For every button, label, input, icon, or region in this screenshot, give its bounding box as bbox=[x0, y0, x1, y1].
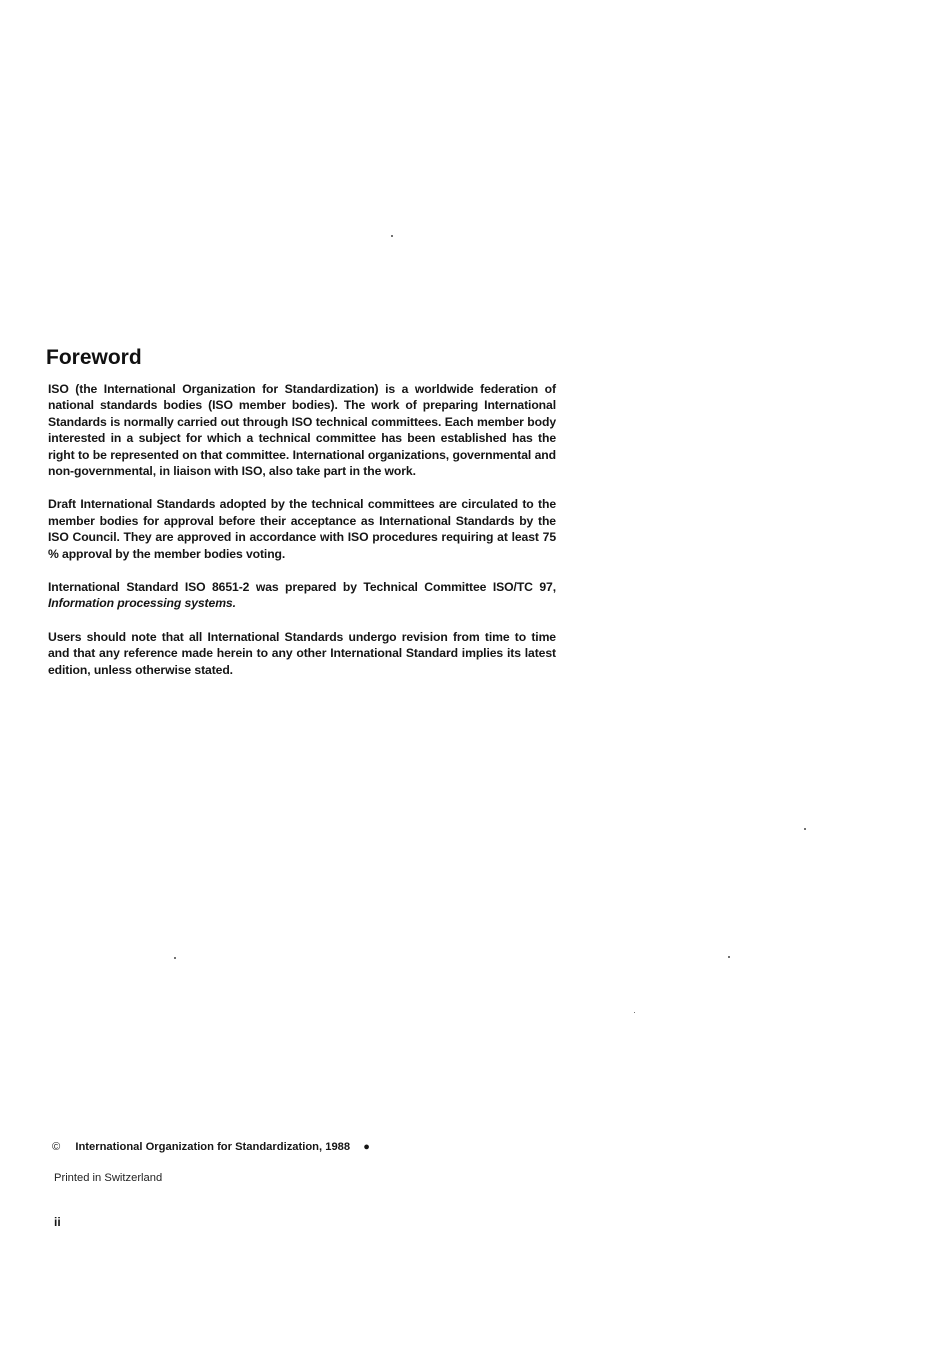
paragraph-revision-note: Users should note that all International Standards undergo revision from time to time and that any reference made herein to any other International Standard implies its latest edition, unless otherwise stated. bbox=[48, 629, 556, 677]
copyright-icon: © bbox=[52, 1141, 61, 1153]
committee-name: Information processing systems. bbox=[48, 596, 236, 611]
scan-speck bbox=[391, 235, 393, 237]
bullet-icon: ● bbox=[363, 1141, 370, 1153]
scan-speck bbox=[174, 957, 176, 959]
scan-speck bbox=[728, 956, 730, 958]
page-number: ii bbox=[54, 1215, 61, 1229]
copyright-text: International Organization for Standardization, 1988 bbox=[75, 1141, 351, 1153]
page-title: Foreword bbox=[46, 346, 142, 369]
paragraph-draft-standards: Draft International Standards adopted by the technical committees are circulated to the member bodies for approval before their acceptance as International Standards by the ISO Council. They are approved in accordance with ISO procedures requiring at least 75 % approval by the member bodies voting. bbox=[48, 497, 556, 561]
foreword-body bbox=[48, 381, 556, 695]
scan-speck bbox=[804, 828, 806, 830]
preparation-text: International Standard ISO 8651-2 was prepared by Technical Committee ISO/TC 97, bbox=[48, 580, 556, 595]
scan-speck bbox=[634, 1012, 635, 1013]
paragraph-preparation bbox=[48, 579, 556, 612]
printed-location: Printed in Switzerland bbox=[54, 1172, 163, 1184]
copyright-line bbox=[52, 1139, 370, 1155]
paragraph-iso-description: ISO (the International Organization for Standardization) is a worldwide federation of national standards bodies (ISO member bodies). The work of preparing International Standards is normally carried out through ISO technical committees. Each member body interested in a subject for which a technical committee has been established has the right to be represented on that committee. International organizations, governmental and non-governmental, in liaison with ISO, also take part in the work. bbox=[48, 382, 556, 479]
